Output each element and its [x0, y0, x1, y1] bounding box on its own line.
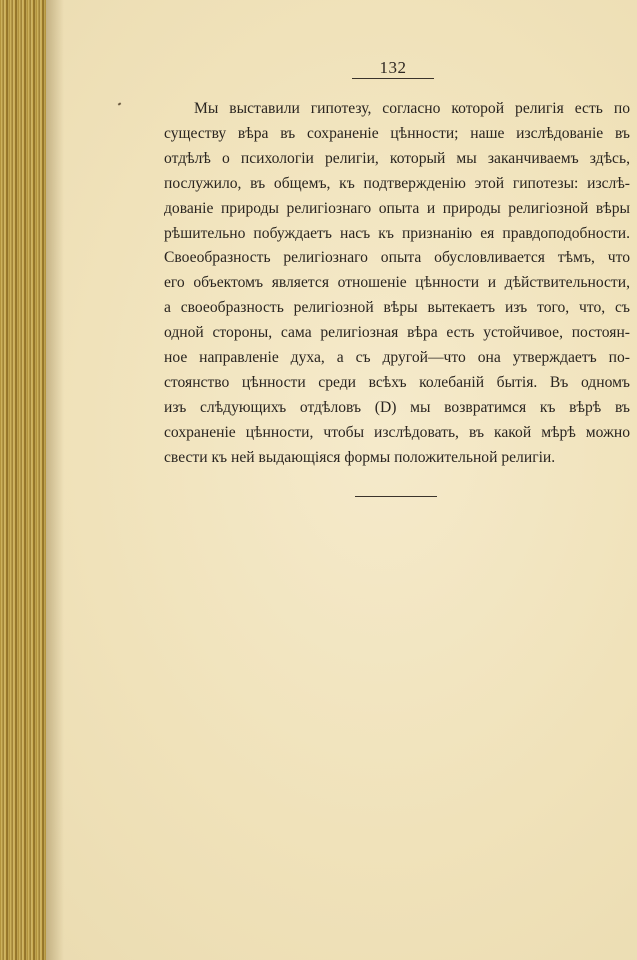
text-line: послужило, въ общемъ, къ подтвержденію этой гипотезы: изслѣ- — [164, 174, 630, 192]
text-line: ное направленіе духа, а съ другой—что она утверждаетъ по- — [164, 349, 630, 367]
text-line: дованіе природы религіознаго опыта и природы религіозной вѣры — [164, 199, 630, 217]
book-spine — [0, 0, 46, 960]
text-line: свести къ ней выдающіяся формы положительной религіи. — [164, 448, 556, 466]
text-line: стоянство цѣнности среди всѣхъ колебаній бытія. Въ одномъ — [164, 373, 630, 391]
text-line: отдѣлѣ о психологіи религіи, который мы заканчиваемъ здѣсь, — [164, 149, 630, 167]
text-line: одной стороны, сама религіозная вѣра есть устойчивое, постоян- — [164, 324, 630, 342]
section-end-rule — [355, 496, 437, 497]
text-line: а своеобразность религіозной вѣры вытекаетъ изъ того, что, съ — [164, 299, 630, 317]
gutter-shadow — [46, 0, 64, 960]
text-line: существу вѣра въ сохраненіе цѣнности; наше изслѣдованіе въ — [164, 124, 630, 142]
page-number: 132 — [379, 58, 407, 77]
header-rule — [352, 78, 434, 79]
text-line: его объектомъ является отношеніе цѣнности и дѣйствительности, — [164, 274, 630, 292]
ink-speck — [118, 102, 122, 105]
text-line: сохраненіе цѣнности, чтобы изслѣдовать, въ какой мѣрѣ можно — [164, 423, 630, 441]
body-paragraph — [164, 97, 630, 471]
text-line: изъ слѣдующихъ отдѣловъ (D) мы возвратимся къ вѣрѣ въ — [164, 398, 630, 416]
text-line: Мы выставили гипотезу, согласно которой религія есть по — [194, 100, 630, 117]
text-line: Своеобразность религіознаго опыта обусловливается тѣмъ, что — [164, 249, 630, 267]
text-line: рѣшительно побуждаетъ насъ къ признанію ея правдоподобности. — [164, 224, 630, 242]
